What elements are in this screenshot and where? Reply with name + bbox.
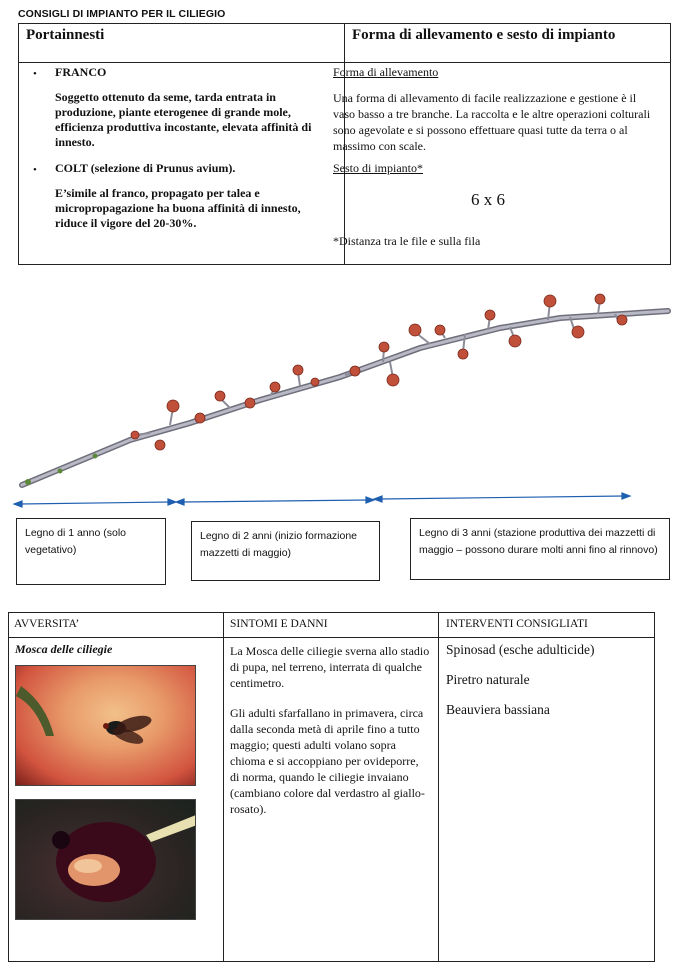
damaged-cherry-photo xyxy=(15,799,196,920)
symptoms-paragraph-1: La Mosca delle ciliegie sverna allo stadio di pupa, nel terreno, interrata di qualche centimetro. xyxy=(230,644,430,690)
header-forma-sesto: Forma di allevamento e sesto di impianto xyxy=(352,27,616,43)
pest-table xyxy=(8,612,655,962)
bullet-colt: • xyxy=(33,164,37,176)
rootstock-desc-franco: Soggetto ottenuto da seme, tarda entrata in produzione, piante eterogenee di grande mole, efficienza produttiva incostante, elevata affinità di innesto. xyxy=(55,90,312,149)
sesto-note: *Distanza tra le file e sulla fila xyxy=(333,234,481,248)
branch xyxy=(22,300,668,485)
document-title: CONSIGLI DI IMPIANTO PER IL CILIEGIO xyxy=(18,8,226,20)
wood-age-3-years: Legno di 3 anni (stazione produttiva dei mazzetti di maggio – possono durare molti anni fino al rinnovo) xyxy=(410,518,670,580)
sesto-title: Sesto di impianto* xyxy=(333,161,423,175)
header-sintomi: SINTOMI E DANNI xyxy=(230,618,328,630)
column-divider xyxy=(438,613,439,961)
intervention-spinosad: Spinosad (esche adulticide) xyxy=(446,642,595,657)
rootstock-desc-colt: E’simile al franco, propagato per talea e micropropagazione ha buona affinità di innesto, riduce il vigore del 20-30%. xyxy=(55,186,301,230)
cherry-fly-photo xyxy=(15,665,196,786)
header-portainnesti: Portainnesti xyxy=(26,27,105,43)
sesto-value: 6 x 6 xyxy=(471,190,505,209)
wood-age-arrows xyxy=(14,493,630,507)
intervention-piretro: Piretro naturale xyxy=(446,672,530,687)
intervention-beauviera: Beauviera bassiana xyxy=(446,702,550,717)
pest-name: Mosca delle ciliegie xyxy=(15,642,113,656)
cherry-branch-illustration xyxy=(0,280,680,520)
wood-age-2-years: Legno di 2 anni (inizio formazione mazzetti di maggio) xyxy=(191,521,380,581)
header-avversita: AVVERSITA’ xyxy=(14,618,80,630)
fly-on-cherry-image xyxy=(16,666,196,786)
forma-text: Una forma di allevamento di facile realizzazione e gestione è il vaso basso a tre branche. La raccolta e le altre operazioni colturali sono agevolate e si possono effettuare quasi tutte da terra o al massimo con scale. xyxy=(333,91,651,153)
forma-title: Forma di allevamento xyxy=(333,65,439,79)
symptoms-paragraph-2: Gli adulti sfarfallano in primavera, circa dalla seconda metà di aprile fino a tutto maggio; questi adulti volano sopra chioma e si accoppiano per ovideporre, di norma, quando le ciliegie invaiano (cambiano colore dal verdastro al giallo-rosato). xyxy=(230,706,425,816)
rootstock-name-colt: COLT (selezione di Prunus avium). xyxy=(55,161,236,175)
wood-age-1-year: Legno di 1 anno (solo vegetativo) xyxy=(16,518,166,585)
larva-in-cherry-image xyxy=(16,800,196,920)
rootstock-name-franco: FRANCO xyxy=(55,65,107,79)
column-divider xyxy=(223,613,224,961)
header-interventi: INTERVENTI CONSIGLIATI xyxy=(446,618,588,630)
bullet-franco: • xyxy=(33,68,37,80)
